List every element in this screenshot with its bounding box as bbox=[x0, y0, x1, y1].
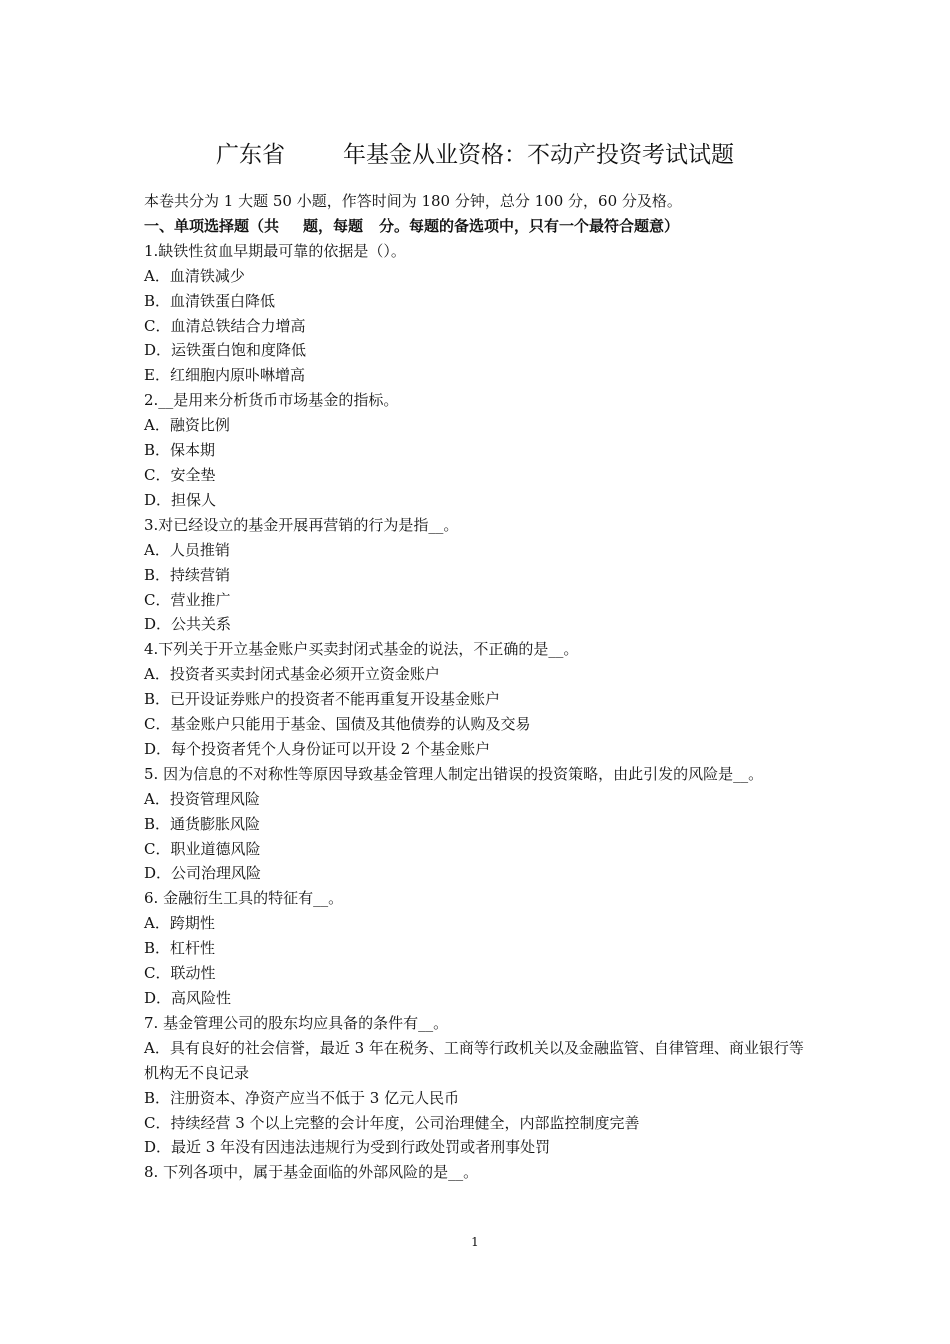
option: A．投资者买卖封闭式基金必须开立资金账户 bbox=[144, 665, 440, 684]
question-1: 1.缺铁性贫血早期最可靠的依据是（）。 bbox=[144, 241, 406, 260]
option: D．担保人 bbox=[144, 490, 217, 509]
option: C．安全垫 bbox=[144, 465, 216, 484]
option: C．营业推广 bbox=[144, 590, 231, 609]
exam-intro: 本卷共分为 1 大题 50 小题，作答时间为 180 分钟，总分 100 分，60 分及格。 bbox=[144, 192, 682, 210]
option: D．公司治理风险 bbox=[144, 864, 262, 883]
option: C．联动性 bbox=[144, 964, 216, 983]
option: D．每个投资者凭个人身份证可以开设 2 个基金账户 bbox=[144, 739, 491, 758]
option: A．跨期性 bbox=[144, 914, 215, 933]
option: C．血清总铁结合力增高 bbox=[144, 316, 306, 335]
option: B．通货膨胀风险 bbox=[144, 814, 261, 833]
section-heading: 一、单项选择题（共 题，每题 分。每题的备选项中，只有一个最符合题意） bbox=[144, 216, 680, 235]
question-6: 6. 金融衍生工具的特征有__。 bbox=[144, 889, 344, 908]
question-8: 8. 下列各项中，属于基金面临的外部风险的是__。 bbox=[144, 1163, 479, 1182]
option: A．人员推销 bbox=[144, 540, 230, 559]
question-5: 5. 因为信息的不对称性等原因导致基金管理人制定出错误的投资策略，由此引发的风险是__。 bbox=[144, 764, 764, 783]
question-4: 4.下列关于开立基金账户买卖封闭式基金的说法，不正确的是__。 bbox=[144, 640, 579, 659]
title-main: 年基金从业资格：不动产投资考试试题 bbox=[343, 142, 734, 168]
document-title bbox=[0, 141, 950, 169]
option: C．持续经营 3 个以上完整的会计年度，公司治理健全，内部监控制度完善 bbox=[144, 1113, 640, 1132]
option: B．持续营销 bbox=[144, 565, 231, 584]
option: A．血清铁减少 bbox=[144, 266, 245, 285]
option: D．最近 3 年没有因违法违规行为受到行政处罚或者刑事处罚 bbox=[144, 1138, 551, 1157]
option: D．运铁蛋白饱和度降低 bbox=[144, 341, 307, 360]
option: B．注册资本、净资产应当不低于 3 亿元人民币 bbox=[144, 1088, 460, 1107]
option: C．基金账户只能用于基金、国债及其他债券的认购及交易 bbox=[144, 715, 531, 734]
option: B．已开设证券账户的投资者不能再重复开设基金账户 bbox=[144, 690, 501, 709]
exam-body bbox=[144, 189, 812, 1185]
option: E．红细胞内原卟啉增高 bbox=[144, 366, 305, 385]
title-province: 广东省 bbox=[216, 142, 285, 168]
option: A．具有良好的社会信誉，最近 3 年在税务、工商等行政机关以及金融监管、自律管理、商业银行等机构无不良记录 bbox=[144, 1038, 804, 1082]
question-2: 2.__是用来分析货币市场基金的指标。 bbox=[144, 391, 399, 410]
option: C．职业道德风险 bbox=[144, 839, 261, 858]
option: D．高风险性 bbox=[144, 989, 232, 1007]
option: B．杠杆性 bbox=[144, 939, 216, 958]
question-3: 3.对已经设立的基金开展再营销的行为是指__。 bbox=[144, 515, 459, 534]
option: A．融资比例 bbox=[144, 416, 230, 435]
option: B．保本期 bbox=[144, 441, 216, 460]
page-number: 1 bbox=[471, 1235, 479, 1249]
option: B．血清铁蛋白降低 bbox=[144, 291, 276, 310]
question-7: 7. 基金管理公司的股东均应具备的条件有__。 bbox=[144, 1013, 449, 1032]
option: A．投资管理风险 bbox=[144, 789, 260, 808]
option: D．公共关系 bbox=[144, 615, 232, 634]
